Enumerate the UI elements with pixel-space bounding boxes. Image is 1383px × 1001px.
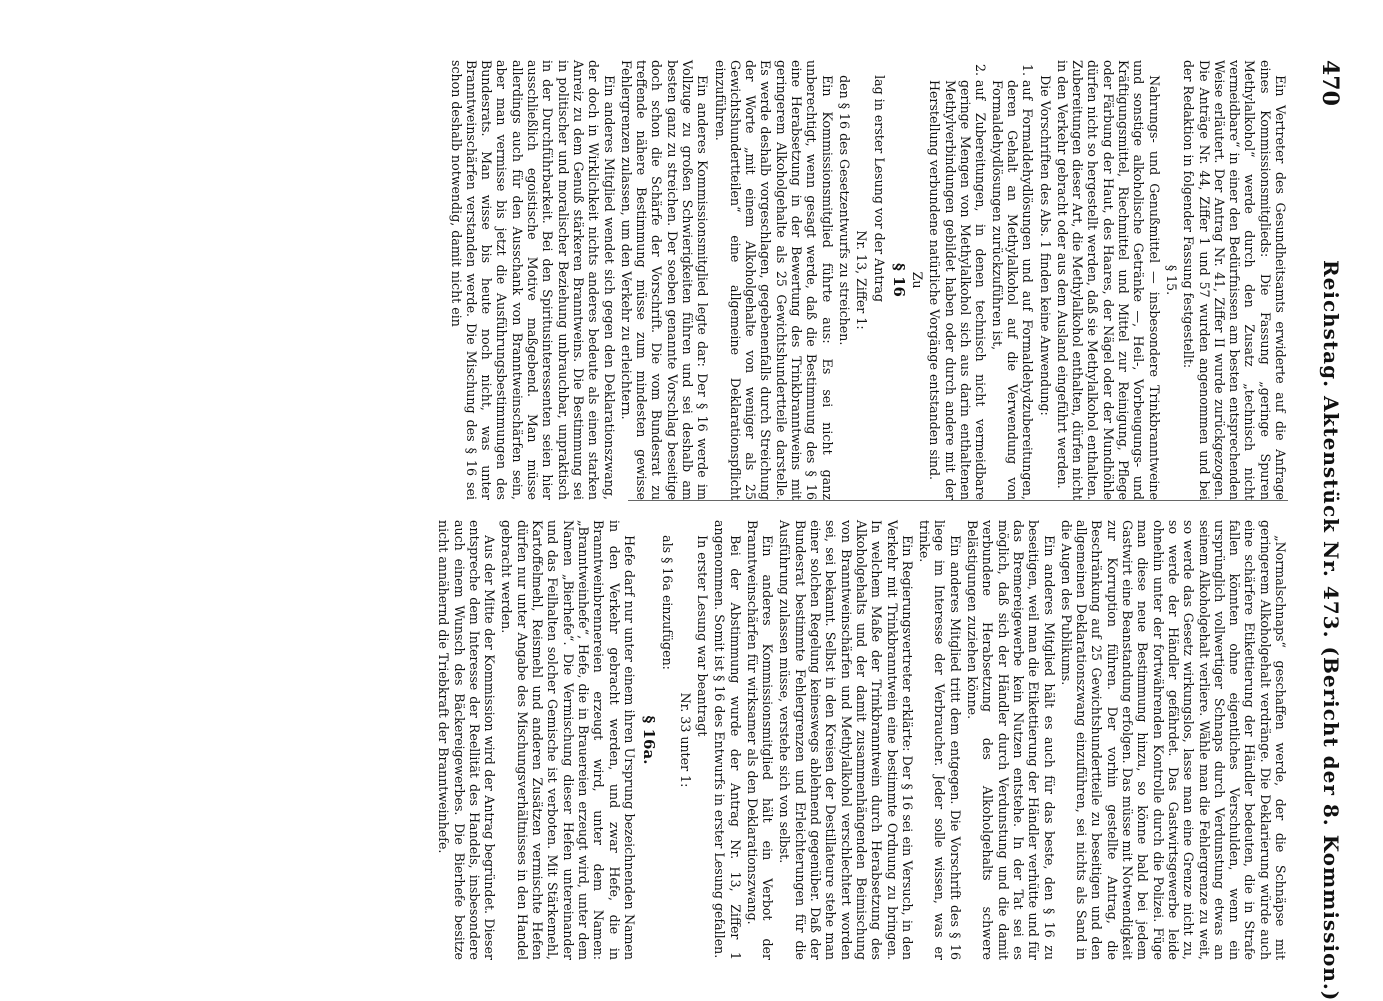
- paragraph: Ein anderes Mitglied hält es auch für das beste, den § 16 zu beseitigen, weil man die Etikettierung der Händler verhütte und für das Bremereigewerbe kein Nutzen entstehe. In der Tat sei es möglich, daß sich der Händler durch Verdunstung und die damit verbundene Herabsetzung des Alkoholgehalts schwere Belästigungen zuziehen könne.: [965, 520, 1057, 960]
- paragraph: Ein Vertreter des Gesundheitsamts erwiderte auf die Anfrage eines Kommissionsmitglieds: Die Fassung „geringe Spuren Methylalkohol“ werde durch den Zusatz „technisch nicht vermeidbare“ in einer den Bedürfnissen am besten entsprechenden Weise erläutert. Der Antrag Nr. 41, Ziffer II wurde zurückgezogen. Die Anträge Nr. 44, Ziffer 1 und 57 wurden angenommen und bei der Redaktion in folgender Fassung festgestellt:: [1181, 60, 1288, 500]
- paragraph: Nahrungs- und Genußmittel — insbesondere Trinkbranntweine und sonstige alkoholische Getränke —, Heil-, Vorbeugungs- und Kräftigungsmittel, Riechmittel und Mittel zur Reinigung, Pflege oder Färbung der Haut, des Haares, der Nägel oder der Mundhöhle dürfen nicht so hergestellt werden, daß sie Methylalkohol enthalten. Zubereitungen dieser Art, die Methylalkohol enthalten, dürfen nicht in den Verkehr gebracht oder aus dem Ausland eingeführt werden.: [1054, 60, 1162, 500]
- list-item: 2. auf Zubereitungen, in denen technisch nicht vermeidbare geringe Mengen von Methylalkohol sich aus darin enthaltenen Methylverbindungen gebildet haben oder durch andere mit der Herstellung verbundene natürliche Vorgänge entstanden sind.: [927, 80, 988, 500]
- paragraph: Ein anderes Kommissionsmitglied legte dar: Der § 16 werde im Vollzuge zu großen Schwierigkeiten führen und sei deshalb am besten ganz zu streichen. Der soeben genannte Vorschlag beseitige doch schon die Schärfe der Vorschrift. Die vom Bundesrat zu treffende nähere Bestimmung müsse zum mindesten gewisse Fehlergrenzen zulassen, um den Verkehr zu erleichtern.: [618, 60, 711, 500]
- section-heading-15: § 15.: [1163, 264, 1179, 296]
- paragraph: den § 16 des Gesetzentwurfs zu streichen.: [836, 75, 852, 346]
- right-column: [434, 520, 1288, 960]
- column-divider: [628, 500, 1288, 501]
- running-head: Reichstag. Aktenstück Nr. 473. (Bericht der 8. Kommission.): [1319, 260, 1343, 1001]
- paragraph: Hefe darf nur unter einem ihren Ursprung bezeichnenden Namen in den Verkehr gebracht werden, und zwar Hefe, die in Branntweinbrennereien erzeugt wird, unter dem Namen: „Branntweinhefe“, Hefe, die in Brauereien erzeugt wird, unter dem Namen „Bierhefe“. Die Vermischung dieser Hefen untereinander und das Feilhalten solcher Gemische ist verboten. Mit Stärkemehl, Kartoffelmehl, Reismehl und anderen Zusätzen vermischte Hefen dürfen nur unter Angabe des Mischungsverhältnisses in den Handel gebracht werden.: [499, 520, 637, 960]
- paragraph: Ein anderes Mitglied wendet sich gegen den Deklarationszwang, der doch in Wirklichkeit nichts anderes bedeute als einen starken Anreiz zu dem Genuß stärkeren Branntweins. Die Bestimmung sei in politischer und moralischer Beziehung unbrauchbar, unpraktisch in der Durchführbarkeit. Bei den Spiritusinteressenten seien hier ausschließlich egoistische Motive maßgebend. Man müsse allerdings auch für den Ausschank von Branntweinschärfen sein, aber man vermisse bis jetzt die Ausführungsbestimmungen des Bundesrats. Man wisse bis heute noch nicht, was unter Branntweinschärfen verstanden werde. Die Mischung des § 16 sei schon deshalb notwendig, damit nicht ein: [448, 60, 617, 500]
- paragraph: Bei der Abstimmung wurde der Antrag Nr. 13, Ziffer 1 angenommen. Somit ist § 16 des Entwurfs in erster Lesung gefallen.: [712, 520, 743, 960]
- left-column: [446, 60, 1288, 500]
- paragraph: Die Vorschriften des Abs. 1 finden keine Anwendung:: [1037, 75, 1053, 416]
- paragraph: als § 16a einzufügen:: [660, 535, 676, 670]
- paragraph: Ein anderes Mitglied tritt dem entgegen. Die Vorschrift des § 16 liege im Interesse der Verbraucher. Jeder solle wissen, was er trinke.: [917, 520, 963, 960]
- paragraph: lag in erster Lesung vor der Antrag: [871, 75, 887, 303]
- paragraph: Ein Regierungsvertreter erklärte: Der § 16 sei ein Versuch, in den Verkehr mit Trinkbranntwein eine bestimmte Ordnung zu bringen. In welchem Maße der Trinkbranntwein durch Herabsetzung des Alkoholgehalts und der damit zusammenhängenden Beimischung von Branntweinschärfen und Methylalkohol verschlechtert worden sei, sei bekannt. Selbst in den Kreisen der Destillateure stehe man einer solchen Regelung keineswegs ablehnend gegenüber. Daß der Bundesrat bestimmte Fehlergrenzen und Erleichterungen für die Ausführung zulassen müsse, verstehe sich von selbst.: [777, 520, 915, 960]
- paragraph: In erster Lesung war beantragt: [695, 535, 711, 737]
- motion-reference: Nr. 33 unter 1:: [677, 692, 693, 788]
- paragraph: Ein anderes Kommissionsmitglied hält ein Verbot der Branntweinschärfen für wirksamer als den Deklarationszwang.: [744, 520, 776, 960]
- section-heading-16a: § 16a.: [640, 715, 659, 765]
- exception-list: [927, 60, 1035, 500]
- paragraph: Aus der Mitte der Kommission wird der Antrag begründet. Dieser entspreche dem Interesse der Reellität des Handels, insbesondere auch einem Wunsch des Bäckereigewerbes. Die Bierhefe besitze nicht annähernd die Triebkraft der Branntweinhefe.: [436, 520, 498, 960]
- list-item: 1. auf Formaldehydlösungen und auf Formaldehydzubereitungen, deren Gehalt an Methylalkohol auf die Verwendung von Formaldehydlösungen zurückzuführen ist,: [989, 80, 1035, 500]
- paragraph: Ein Kommissionsmitglied führte aus: Es sei nicht ganz unberechtigt, wenn gesagt werde, daß die Bestimmung des § 16 eine Herabsetzung in der Bewertung des Trinkbranntweins mit geringerem Alkoholgehalte als 25 Gewichtshundertteile darstelle. Es werde deshalb vorgeschlagen, gegebenenfalls durch Streichung der Worte „mit einem Alkoholgehalte von weniger als 25 Gewichtshundertteilen“ eine allgemeine Deklarationspflicht einzuführen.: [712, 60, 835, 500]
- section-heading-16: § 16: [889, 263, 908, 297]
- zu-heading: Zu: [910, 271, 926, 289]
- motion-reference: Nr. 13, Ziffer 1:: [854, 230, 870, 330]
- paragraph: „Normalschnaps“ geschaffen werde, der die Schnäpse mit geringerem Alkoholgehalt verdränge. Die Deklarierung würde auch eine schärfere Etikettierung der Händler bedeuten, die in Strafe fallen könnten ohne eigentliches Verschulden, wenn ein ursprünglich vollwertiger Schnaps durch Verdunstung etwas an seinem Alkoholgehalt verliere. Wähle man die Fehlergrenze zu weit, so werde das Gesetz wirkungslos, lasse man eine Grenze nicht zu, so werde der Händler gefährdet. Das Gastwirtsgewerbe leide ohnehin unter der fortwährenden Kontrolle durch die Polizei. Füge man diese neue Bestimmung hinzu, so könne bald bei jedem Gastwirt eine Beanstandung erfolgen. Das müsse mit Notwendigkeit zur Korruption führen. Der vorhin gestellte Antrag, die Beschränkung auf 25 Gewichtshundertteile zu beseitigen und den allgemeinen Deklarationszwang einzuführen, sei nichts als Sand in die Augen des Publikums.: [1058, 520, 1288, 960]
- page-number: 470: [1317, 60, 1343, 106]
- page-header: [1303, 60, 1343, 1001]
